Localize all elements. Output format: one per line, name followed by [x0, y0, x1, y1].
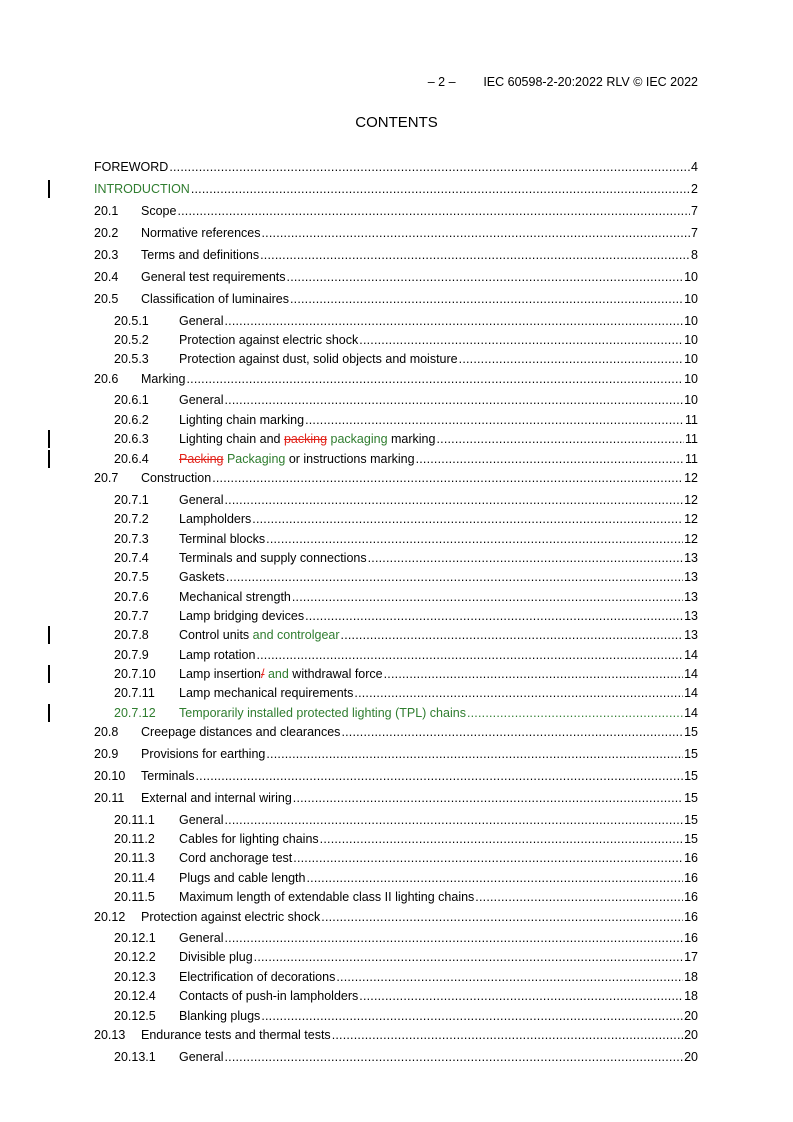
- toc-entry[interactable]: [94, 225, 698, 241]
- toc-entry[interactable]: [94, 203, 698, 219]
- toc-entry[interactable]: [114, 351, 698, 367]
- toc-page-number: 10: [684, 314, 698, 328]
- title-text: Control units: [179, 628, 250, 642]
- dot-leader: [475, 889, 683, 905]
- toc-entry-title: [179, 705, 466, 721]
- toc-entry-number: 20.6: [94, 372, 119, 386]
- toc-page-number: 14: [684, 706, 698, 720]
- toc-page-number: 14: [684, 648, 698, 662]
- toc-entry[interactable]: [94, 746, 698, 762]
- toc-entry-title: [179, 511, 251, 527]
- dot-leader: [224, 392, 683, 408]
- toc-entry[interactable]: [114, 685, 698, 701]
- toc-entry-title: [179, 850, 292, 866]
- dot-leader: [341, 724, 683, 740]
- inserted-text: and: [264, 667, 289, 681]
- toc-entry-number: 20.12.2: [114, 950, 156, 964]
- toc-page-number: 10: [684, 270, 698, 284]
- toc-entry-number: 20.3: [94, 248, 119, 262]
- toc-page-number: 15: [684, 769, 698, 783]
- toc-entry-number: 20.12.5: [114, 1009, 156, 1023]
- toc-entry-title: [179, 812, 223, 828]
- toc-entry-title: [141, 790, 292, 806]
- toc-entry-number: 20.2: [94, 226, 119, 240]
- toc-entry[interactable]: [114, 412, 698, 428]
- document-reference: IEC 60598-2-20:2022 RLV © IEC 2022: [483, 75, 698, 89]
- toc-entry-number: 20.13.1: [114, 1050, 156, 1064]
- title-text: Provisions for earthing: [141, 747, 266, 761]
- toc-entry[interactable]: [114, 589, 698, 605]
- toc-page-number: 13: [684, 590, 698, 604]
- toc-entry-number: 20.13: [94, 1028, 126, 1042]
- dot-leader: [292, 589, 683, 605]
- toc-page-number: 17: [684, 950, 698, 964]
- dot-leader: [226, 569, 683, 585]
- dot-leader: [305, 608, 683, 624]
- toc-entry-title: [179, 531, 265, 547]
- toc-entry-title: [179, 431, 435, 447]
- toc-page-number: 12: [684, 512, 698, 526]
- toc-page-number: 14: [684, 686, 698, 700]
- toc-entry[interactable]: [114, 531, 698, 547]
- toc-page-number: 14: [684, 667, 698, 681]
- title-text: Contacts of push-in lampholders: [179, 989, 359, 1003]
- title-text: Lighting chain and: [179, 432, 284, 446]
- toc-page-number: 16: [684, 890, 698, 904]
- revision-bar: [48, 180, 50, 198]
- toc-entry-number: 20.7.6: [114, 590, 149, 604]
- title-text: General: [179, 931, 224, 945]
- toc-entry[interactable]: [114, 870, 698, 886]
- toc-entry-number: 20.1: [94, 204, 119, 218]
- toc-entry[interactable]: [114, 313, 698, 329]
- toc-entry-title: [141, 225, 261, 241]
- toc-entry-number: 20.5: [94, 292, 119, 306]
- toc-page-number: 16: [684, 910, 698, 924]
- revision-bar: [48, 704, 50, 722]
- toc-entry-number: 20.12.3: [114, 970, 156, 984]
- revision-bar: [48, 665, 50, 683]
- title-text: marking: [387, 432, 436, 446]
- toc-entry-title: [179, 685, 353, 701]
- toc-page-number: 12: [684, 471, 698, 485]
- title-text: withdrawal force: [288, 667, 383, 681]
- contents-heading: CONTENTS: [355, 114, 438, 131]
- dot-leader: [224, 492, 683, 508]
- toc-page-number: 8: [691, 248, 698, 262]
- title-text: Mechanical strength: [179, 590, 291, 604]
- toc-entry[interactable]: [114, 705, 698, 721]
- toc-entry-title: [179, 451, 415, 467]
- dot-leader: [169, 159, 690, 175]
- revision-bar: [48, 450, 50, 468]
- toc-entry[interactable]: [114, 608, 698, 624]
- title-text: Lamp insertion: [179, 667, 261, 681]
- toc-page-number: 11: [685, 432, 698, 446]
- title-text: Terminals: [141, 769, 195, 783]
- toc-entry-title: [179, 988, 358, 1004]
- toc-entry[interactable]: [94, 768, 698, 784]
- toc-entry-title: [179, 930, 223, 946]
- toc-entry[interactable]: [94, 181, 698, 197]
- toc-entry[interactable]: [114, 666, 698, 682]
- toc-entry-number: 20.6.3: [114, 432, 149, 446]
- toc-entry[interactable]: [114, 1049, 698, 1065]
- toc-entry-number: 20.7.1: [114, 493, 149, 507]
- toc-entry-number: 20.11.3: [114, 851, 155, 865]
- toc-entry-title: [179, 351, 458, 367]
- toc-page-number: 11: [685, 413, 698, 427]
- toc-page-number: 20: [684, 1009, 698, 1023]
- dot-leader: [266, 746, 683, 762]
- toc-entry-number: 20.9: [94, 747, 119, 761]
- dot-leader: [459, 351, 683, 367]
- toc-entry-title: [179, 332, 358, 348]
- toc-entry[interactable]: [114, 969, 698, 985]
- title-text: General test requirements: [141, 270, 286, 284]
- toc-page-number: 15: [684, 813, 698, 827]
- toc-entry-title: [179, 569, 225, 585]
- dot-leader: [293, 790, 683, 806]
- dot-leader: [186, 371, 683, 387]
- title-text: Protection against dust, solid objects and moisture: [179, 352, 458, 366]
- toc-entry[interactable]: [114, 812, 698, 828]
- toc-page-number: 10: [684, 333, 698, 347]
- title-text: Maximum length of extendable class II lighting chains: [179, 890, 475, 904]
- toc-entry[interactable]: [94, 1027, 698, 1043]
- dot-leader: [224, 1049, 683, 1065]
- toc-entry-number: 20.7.2: [114, 512, 149, 526]
- toc-entry-title: [179, 647, 255, 663]
- toc-entry-title: [179, 412, 304, 428]
- toc-entry[interactable]: [114, 889, 698, 905]
- revision-bar: [48, 430, 50, 448]
- page-marker: – 2 –: [427, 75, 456, 89]
- title-text: Scope: [141, 204, 177, 218]
- toc-entry-title: [141, 291, 289, 307]
- title-text: External and internal wiring: [141, 791, 292, 805]
- toc-entry[interactable]: [94, 371, 698, 387]
- dot-leader: [332, 1027, 683, 1043]
- toc-entry-number: 20.11.1: [114, 813, 155, 827]
- revision-bar: [48, 626, 50, 644]
- title-text: Endurance tests and thermal tests: [141, 1028, 331, 1042]
- toc-entry[interactable]: [94, 269, 698, 285]
- title-text: Lamp mechanical requirements: [179, 686, 354, 700]
- title-text: Protection against electric shock: [141, 910, 321, 924]
- toc-page-number: 7: [691, 204, 698, 218]
- page-header: [428, 75, 698, 89]
- toc-entry-title: [179, 392, 223, 408]
- toc-entry-title: [179, 608, 304, 624]
- toc-entry-title: [141, 768, 195, 784]
- dot-leader: [196, 768, 684, 784]
- toc-entry-title: [179, 1008, 260, 1024]
- title-text: Normative references: [141, 226, 261, 240]
- toc-entry-title: [141, 203, 176, 219]
- title-text: Lighting chain marking: [179, 413, 305, 427]
- toc-entry[interactable]: [114, 550, 698, 566]
- dot-leader: [320, 831, 683, 847]
- deleted-text: Packing: [179, 452, 224, 466]
- dot-leader: [262, 225, 691, 241]
- toc-entry-title: [179, 889, 474, 905]
- toc-entry-number: 20.11.5: [114, 890, 155, 904]
- title-text: Cord anchorage test: [179, 851, 293, 865]
- toc-entry[interactable]: [114, 511, 698, 527]
- toc-entry-number: 20.6.4: [114, 452, 149, 466]
- toc-page-number: 2: [691, 182, 698, 196]
- toc-entry[interactable]: [94, 724, 698, 740]
- title-text: Blanking plugs: [179, 1009, 261, 1023]
- toc-entry-number: 20.11.4: [114, 871, 155, 885]
- title-text: Terminal blocks: [179, 532, 266, 546]
- toc-entry[interactable]: [114, 988, 698, 1004]
- toc-entry-title: [179, 1049, 223, 1065]
- dot-leader: [321, 909, 683, 925]
- title-text: General: [179, 813, 224, 827]
- toc-page-number: 13: [684, 628, 698, 642]
- toc-page-number: 15: [684, 832, 698, 846]
- toc-entry-number: 20.12: [94, 910, 126, 924]
- toc-entry[interactable]: [114, 627, 698, 643]
- toc-entry-title: [141, 724, 340, 740]
- toc-entry-number: 20.7.7: [114, 609, 149, 623]
- toc-entry-title: [94, 181, 190, 197]
- toc-entry-number: 20.10: [94, 769, 126, 783]
- toc-entry-number: 20.7.9: [114, 648, 149, 662]
- toc-page-number: 13: [684, 570, 698, 584]
- toc-page-number: 7: [691, 226, 698, 240]
- toc-entry-number: 20.4: [94, 270, 119, 284]
- toc-entry-number: 20.5.1: [114, 314, 149, 328]
- toc-entry-number: 20.12.1: [114, 931, 156, 945]
- toc-entry-number: 20.12.4: [114, 989, 156, 1003]
- dot-leader: [266, 531, 683, 547]
- toc-entry[interactable]: [114, 647, 698, 663]
- toc-page-number: 10: [684, 352, 698, 366]
- toc-entry-number: 20.5.2: [114, 333, 149, 347]
- title-text: Construction: [141, 471, 212, 485]
- toc-entry[interactable]: [94, 247, 698, 263]
- toc-page-number: 13: [684, 551, 698, 565]
- title-text: FOREWORD: [94, 160, 169, 174]
- toc-entry-number: 20.7: [94, 471, 119, 485]
- toc-entry-title: [179, 550, 367, 566]
- dot-leader: [224, 812, 683, 828]
- dot-leader: [224, 930, 683, 946]
- toc-page-number: 20: [684, 1028, 698, 1042]
- dot-leader: [261, 1008, 683, 1024]
- toc-page-number: 15: [684, 747, 698, 761]
- title-text: General: [179, 393, 224, 407]
- toc-page-number: 18: [684, 970, 698, 984]
- inserted-text: and controlgear: [249, 628, 340, 642]
- toc-entry[interactable]: [114, 949, 698, 965]
- toc-entry[interactable]: [114, 451, 698, 467]
- toc-entry[interactable]: [114, 831, 698, 847]
- toc-entry-title: [179, 313, 223, 329]
- deleted-text: packing: [283, 432, 328, 446]
- dot-leader: [368, 550, 683, 566]
- toc-entry-title: [141, 1027, 331, 1043]
- toc-entry-number: 20.5.3: [114, 352, 149, 366]
- title-text: Terms and definitions: [141, 248, 260, 262]
- toc-entry-title: [141, 269, 286, 285]
- inserted-text: packaging: [330, 432, 388, 446]
- toc-entry-number: 20.6.2: [114, 413, 149, 427]
- toc-entry-number: 20.7.12: [114, 706, 156, 720]
- dot-leader: [287, 269, 684, 285]
- toc-page-number: 4: [691, 160, 698, 174]
- dot-leader: [224, 313, 683, 329]
- dot-leader: [260, 247, 690, 263]
- title-text: Cables for lighting chains: [179, 832, 319, 846]
- toc-entry-number: 20.8: [94, 725, 119, 739]
- inserted-text: INTRODUCTION: [94, 182, 190, 196]
- dot-leader: [254, 949, 683, 965]
- toc-entry-number: 20.7.11: [114, 686, 155, 700]
- title-text: Lampholders: [179, 512, 252, 526]
- toc-entry-title: [141, 470, 211, 486]
- toc-entry-title: [179, 831, 319, 847]
- title-text: General: [179, 1050, 224, 1064]
- deleted-text: /: [261, 667, 265, 681]
- toc-page-number: 16: [684, 931, 698, 945]
- toc-entry[interactable]: [114, 392, 698, 408]
- toc-entry[interactable]: [114, 492, 698, 508]
- toc-entry-title: [179, 949, 253, 965]
- toc-entry[interactable]: [114, 332, 698, 348]
- toc-page-number: 15: [684, 725, 698, 739]
- inserted-text: Packaging: [226, 452, 286, 466]
- title-text: Plugs and cable length: [179, 871, 306, 885]
- dot-leader: [416, 451, 684, 467]
- toc-entry-number: 20.7.5: [114, 570, 149, 584]
- toc-entry[interactable]: [94, 291, 698, 307]
- toc-entry[interactable]: [114, 850, 698, 866]
- toc-entry-number: 20.7.3: [114, 532, 149, 546]
- title-text: Divisible plug: [179, 950, 253, 964]
- toc-entry[interactable]: [114, 930, 698, 946]
- toc-entry-number: 20.7.4: [114, 551, 149, 565]
- toc-entry-number: 20.7.10: [114, 667, 156, 681]
- toc-page-number: 10: [684, 292, 698, 306]
- dot-leader: [359, 332, 683, 348]
- toc-entry-title: [141, 746, 265, 762]
- toc-entry[interactable]: [94, 790, 698, 806]
- toc-entry[interactable]: [94, 159, 698, 175]
- dot-leader: [354, 685, 683, 701]
- toc-page-number: 16: [684, 851, 698, 865]
- toc-entry-number: 20.11.2: [114, 832, 155, 846]
- toc-page-number: 10: [684, 372, 698, 386]
- title-text: Electrification of decorations: [179, 970, 336, 984]
- dot-leader: [305, 412, 684, 428]
- title-text: Lamp bridging devices: [179, 609, 305, 623]
- toc-entry-title: [179, 666, 383, 682]
- title-text: or instructions marking: [285, 452, 415, 466]
- title-text: Protection against electric shock: [179, 333, 359, 347]
- title-text: General: [179, 493, 224, 507]
- dot-leader: [293, 850, 683, 866]
- toc-entry-number: 20.7.8: [114, 628, 149, 642]
- dot-leader: [191, 181, 690, 197]
- toc-entry-title: [179, 870, 305, 886]
- dot-leader: [212, 470, 683, 486]
- title-text: General: [179, 314, 224, 328]
- toc-entry-title: [179, 969, 335, 985]
- toc-entry[interactable]: [114, 431, 698, 447]
- dot-leader: [306, 870, 683, 886]
- dot-leader: [336, 969, 683, 985]
- toc-page-number: 11: [685, 452, 698, 466]
- dot-leader: [341, 627, 684, 643]
- toc-page-number: 20: [684, 1050, 698, 1064]
- title-text: Terminals and supply connections: [179, 551, 367, 565]
- toc-entry-title: [179, 627, 340, 643]
- toc-entry[interactable]: [94, 470, 698, 486]
- dot-leader: [290, 291, 683, 307]
- title-text: Creepage distances and clearances: [141, 725, 341, 739]
- toc-entry-title: [179, 492, 223, 508]
- dot-leader: [384, 666, 683, 682]
- title-text: Lamp rotation: [179, 648, 256, 662]
- toc-entry[interactable]: [114, 1008, 698, 1024]
- dot-leader: [467, 705, 683, 721]
- toc-entry-number: 20.6.1: [114, 393, 149, 407]
- title-text: Classification of luminaires: [141, 292, 289, 306]
- toc-page-number: 13: [684, 609, 698, 623]
- toc-page-number: 12: [684, 493, 698, 507]
- toc-entry-title: [179, 589, 291, 605]
- toc-entry-title: [141, 247, 259, 263]
- title-text: Gaskets: [179, 570, 225, 584]
- toc-entry[interactable]: [94, 909, 698, 925]
- toc-entry-title: [141, 371, 185, 387]
- title-text: Marking: [141, 372, 186, 386]
- toc-entry-title: [94, 159, 168, 175]
- toc-entry-number: 20.11: [94, 791, 125, 805]
- dot-leader: [359, 988, 683, 1004]
- toc-page-number: 12: [684, 532, 698, 546]
- toc-page-number: 16: [684, 871, 698, 885]
- dot-leader: [256, 647, 683, 663]
- dot-leader: [436, 431, 684, 447]
- toc-page-number: 10: [684, 393, 698, 407]
- toc-page-number: 18: [684, 989, 698, 1003]
- dot-leader: [252, 511, 683, 527]
- dot-leader: [177, 203, 690, 219]
- inserted-text: Temporarily installed protected lighting (TPL) chains: [179, 706, 466, 720]
- toc-page-number: 15: [684, 791, 698, 805]
- toc-entry[interactable]: [114, 569, 698, 585]
- toc-entry-title: [141, 909, 320, 925]
